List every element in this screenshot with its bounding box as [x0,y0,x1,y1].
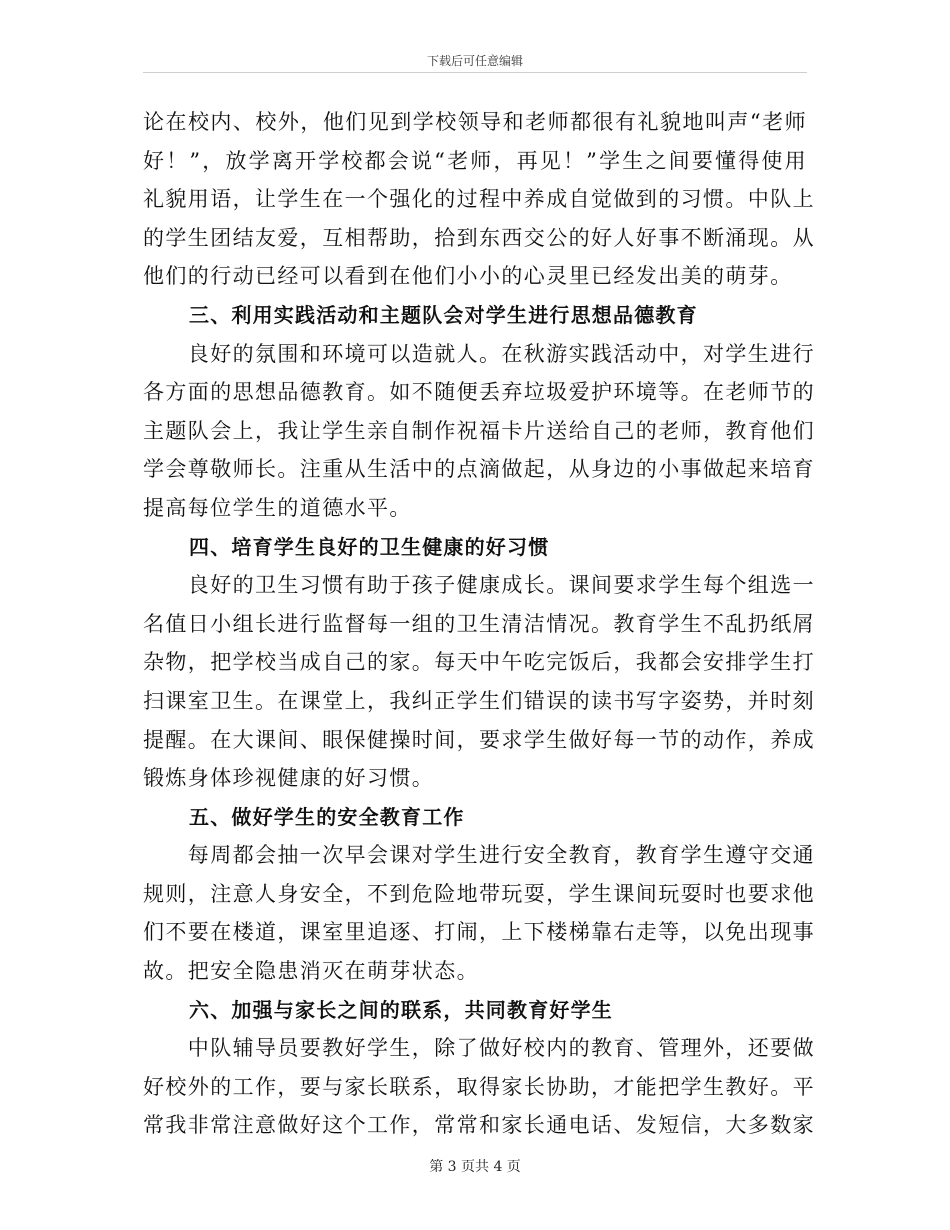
paragraph-line: 好！”，放学离开学校都会说“老师，再见！”学生之间要懂得使用 [143,148,807,173]
document-body [143,103,815,1145]
paragraph-line: 中队辅导员要教好学生，除了做好校内的教育、管理外，还要做 [143,1036,815,1061]
paragraph-line: 们不要在楼道，课室里追逐、打闹，上下楼梯靠右走等，以免出现事 [143,920,815,945]
paragraph-line: 提醒。在大课间、眼保健操时间，要求学生做好每一节的动作，养成 [143,727,815,752]
page-header: 下载后可任意编辑 [426,54,523,68]
paragraph-line: 学会尊敬师长。注重从生活中的点滴做起，从身边的小事做起来培育 [143,457,815,482]
paragraph-line: 提高每位学生的道德水平。 [143,495,412,520]
body-paragraph [143,836,815,990]
section-heading: 三、利用实践活动和主题队会对学生进行思想品德教育 [189,302,698,327]
section-heading: 六、加强与家长之间的联系，共同教育好学生 [189,997,613,1022]
paragraph-line: 各方面的思想品德教育。如不随便丢弃垃圾爱护环境等。在老师节的 [143,380,815,405]
body-paragraph [143,335,815,528]
paragraph-line: 规则，注意人身安全，不到危险地带玩耍，学生课间玩耍时也要求他 [143,881,815,906]
body-paragraph [143,1029,815,1145]
paragraph-line: 礼貌用语，让学生在一个强化的过程中养成自觉做到的习惯。中队上 [143,187,815,212]
paragraph-line: 锻炼身体珍视健康的好习惯。 [143,766,435,791]
paragraph-line: 故。把安全隐患消灭在萌芽状态。 [143,959,479,984]
paragraph-line: 良好的卫生习惯有助于孩子健康成长。课间要求学生每个组选一 [143,573,815,598]
paragraph-line: 名值日小组长进行监督每一组的卫生清洁情况。教育学生不乱扔纸屑 [143,611,815,636]
paragraph-line: 常我非常注意做好这个工作，常常和家长通电话、发短信，大多数家 [143,1113,815,1138]
paragraph-line: 他们的行动已经可以看到在他们小小的心灵里已经发出美的萌芽。 [143,264,793,289]
paragraph-line: 扫课室卫生。在课堂上，我纠正学生们错误的读书写字姿势，并时刻 [143,688,815,713]
paragraph-line: 良好的氛围和环境可以造就人。在秋游实践活动中，对学生进行 [143,341,815,366]
paragraph-line: 的学生团结友爱，互相帮助，拾到东西交公的好人好事不断涌现。从 [143,225,815,250]
paragraph-line: 主题队会上，我让学生亲自制作祝福卡片送给自己的老师，教育他们 [143,418,815,443]
paragraph-line: 论在校内、校外，他们见到学校领导和老师都很有礼貌地叫声“老师 [143,110,807,134]
body-paragraph [143,566,815,798]
section-heading: 四、培育学生良好的卫生健康的好习惯 [189,534,550,559]
page-number: 第 3 页共 4 页 [429,1159,521,1175]
paragraph-line: 每周都会抽一次早会课对学生进行安全教育，教育学生遵守交通 [143,843,815,868]
section-heading: 五、做好学生的安全教育工作 [189,804,465,829]
paragraph-line: 好校外的工作，要与家长联系，取得家长协助，才能把学生教好。平 [143,1074,815,1099]
header-divider [143,72,807,73]
body-paragraph [143,103,815,296]
paragraph-line: 杂物，把学校当成自己的家。每天中午吃完饭后，我都会安排学生打 [143,650,815,675]
